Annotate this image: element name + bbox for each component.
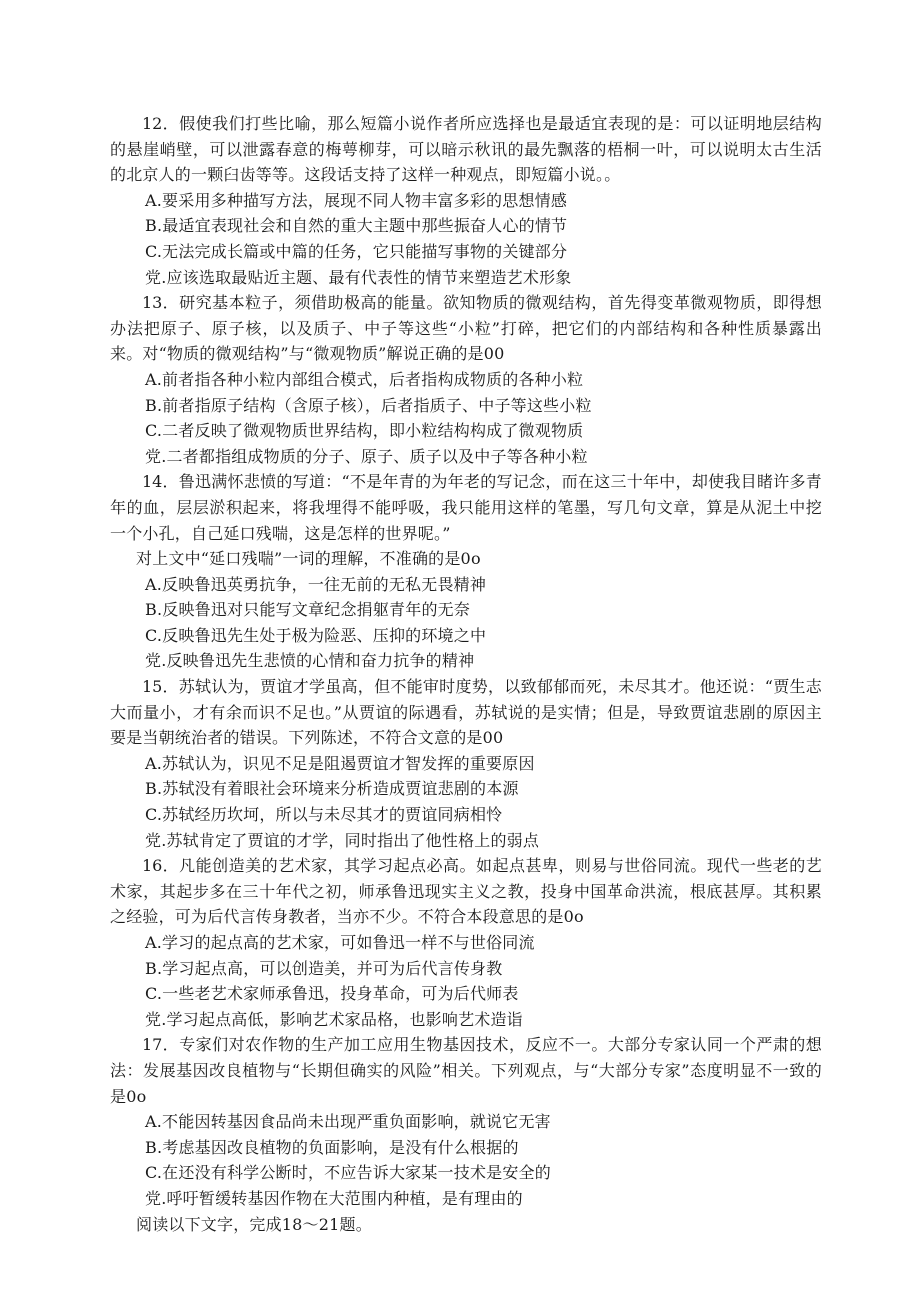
option-a: A.前者指各种小粒内部组合模式，后者指构成物质的各种小粒 [145,369,584,389]
option-b: B.前者指原子结构（含原子核），后者指质子、中子等这些小粒 [145,395,592,415]
question-17 [110,1032,822,1211]
option-a: A.要采用多种描写方法，展现不同人物丰富多彩的思想情感 [145,190,568,210]
option-a: A.不能因转基因食品尚未出现严重负面影响，就说它无害 [145,1112,551,1132]
question-text: 17．专家们对农作物的生产加工应用生物基因技术，反应不一。大部分专家认同一个严肃的想法：发展基因改良植物与“长期但确实的风险”相关。下列观点，与“大部分专家”态度明显不一致的是0o [110,1035,822,1106]
question-text: 14．鲁迅满怀悲愤的写道：“不是年青的为年老的写记念，而在这三十年中，却使我目睹许多青年的血，层层淤积起来，将我埋得不能呼吸，我只能用这样的笔墨，写几句文章，算是从泥土中挖一个小孔，自己延口残喘，这是怎样的世界呢。” [110,472,822,543]
option-c: C.苏轼经历坎坷，所以与未尽其才的贾谊同病相怜 [145,805,503,825]
question-number: 15 [142,677,163,697]
question-number: 12 [142,114,163,133]
option-a: A.苏轼认为，识见不足是阻遏贾谊才智发挥的重要原因 [145,753,535,773]
option-d: 党.反映鲁迅先生悲愤的心情和奋力抗争的精神 [145,651,475,671]
question-text: 16．凡能创造美的艺术家，其学习起点必高。如起点甚卑，则易与世俗同流。现代一些老的艺术家，其起步多在三十年代之初，师承鲁迅现实主义之教，投身中国革命洪流，根底甚厚。其积累之经验，可为后代言传身教者，当亦不少。不符合本段意思的是0o [110,856,822,927]
option-d: 党.二者都指组成物质的分子、原子、质子以及中子等各种小粒 [145,446,588,466]
question-text: 13．研究基本粒子，须借助极高的能量。欲知物质的微观结构，首先得变革微观物质，即得想办法把原子、原子核，以及质子、中子等这些“小粒”打碎，把它们的内部结构和各种性质暴露出来。对“物质的微观结构”与“微观物质”解说正确的是00 [110,293,822,364]
option-b: B.学习起点高，可以创造美，并可为后代言传身教 [145,958,503,978]
option-d: 党.苏轼肯定了贾谊的才学，同时指出了他性格上的弱点 [145,830,540,850]
option-c: C.在还没有科学公断时，不应告诉大家某一技术是安全的 [145,1163,551,1183]
option-c: C.二者反映了微观物质世界结构，即小粒结构构成了微观物质 [145,421,584,441]
option-d: 党.呼吁暂缓转基因作物在大范围内种植，是有理由的 [145,1188,523,1208]
question-14 [110,469,822,674]
question-13 [110,290,822,469]
question-stem: 对上文中“延口残喘”一词的理解，不准确的是0o [136,549,481,569]
option-d: 党.学习起点高低，影响艺术家品格，也影响艺术造诣 [145,1009,523,1029]
document-page [110,111,822,1237]
option-a: A.学习的起点高的艺术家，可如鲁迅一样不与世俗同流 [145,933,535,952]
option-c: C.一些老艺术家师承鲁迅，投身革命，可为后代师表 [145,984,519,1004]
question-text: 15．苏轼认为，贾谊才学虽高，但不能审时度势，以致郁郁而死，未尽其才。他还说：“贾生志大而量小，才有余而识不足也。”从贾谊的际遇看，苏轼说的是实情；但是，导致贾谊悲剧的原因主要是当朝统治者的错误。下列陈述，不符合文意的是00 [110,677,822,748]
question-15 [110,674,822,853]
option-b: B.考虑基因改良植物的负面影响，是没有什么根据的 [145,1137,519,1157]
question-12 [110,111,822,290]
option-b: B.反映鲁迅对只能写文章纪念捐躯青年的无奈 [145,600,471,620]
question-number: 16 [142,856,163,876]
option-c: C.无法完成长篇或中篇的任务，它只能描写事物的关键部分 [145,241,568,261]
option-c: C.反映鲁迅先生处于极为险恶、压抑的环境之中 [145,625,487,645]
question-number: 17 [142,1035,163,1055]
option-b: B.最适宜表现社会和自然的重大主题中那些振奋人心的情节 [145,216,568,236]
reading-instruction: 阅读以下文字，完成18～21题。 [136,1214,372,1234]
question-number: 13 [142,293,163,313]
question-text: 12．假使我们打些比喻，那么短篇小说作者所应选择也是最适宜表现的是：可以证明地层结构的悬崖峭壁，可以泄露春意的梅萼柳芽，可以暗示秋讯的最先飘落的梧桐一叶，可以说明太古生活的北京人的一颗臼齿等等。这段话支持了这样一种观点，即短篇小说。。 [110,114,822,185]
option-a: A.反映鲁迅英勇抗争，一往无前的无私无畏精神 [145,574,487,594]
option-d: 党.应该选取最贴近主题、最有代表性的情节来塑造艺术形象 [145,267,572,287]
option-b: B.苏轼没有着眼社会环境来分析造成贾谊悲剧的本源 [145,779,519,799]
question-16 [110,853,822,1032]
question-number: 14 [142,472,163,492]
